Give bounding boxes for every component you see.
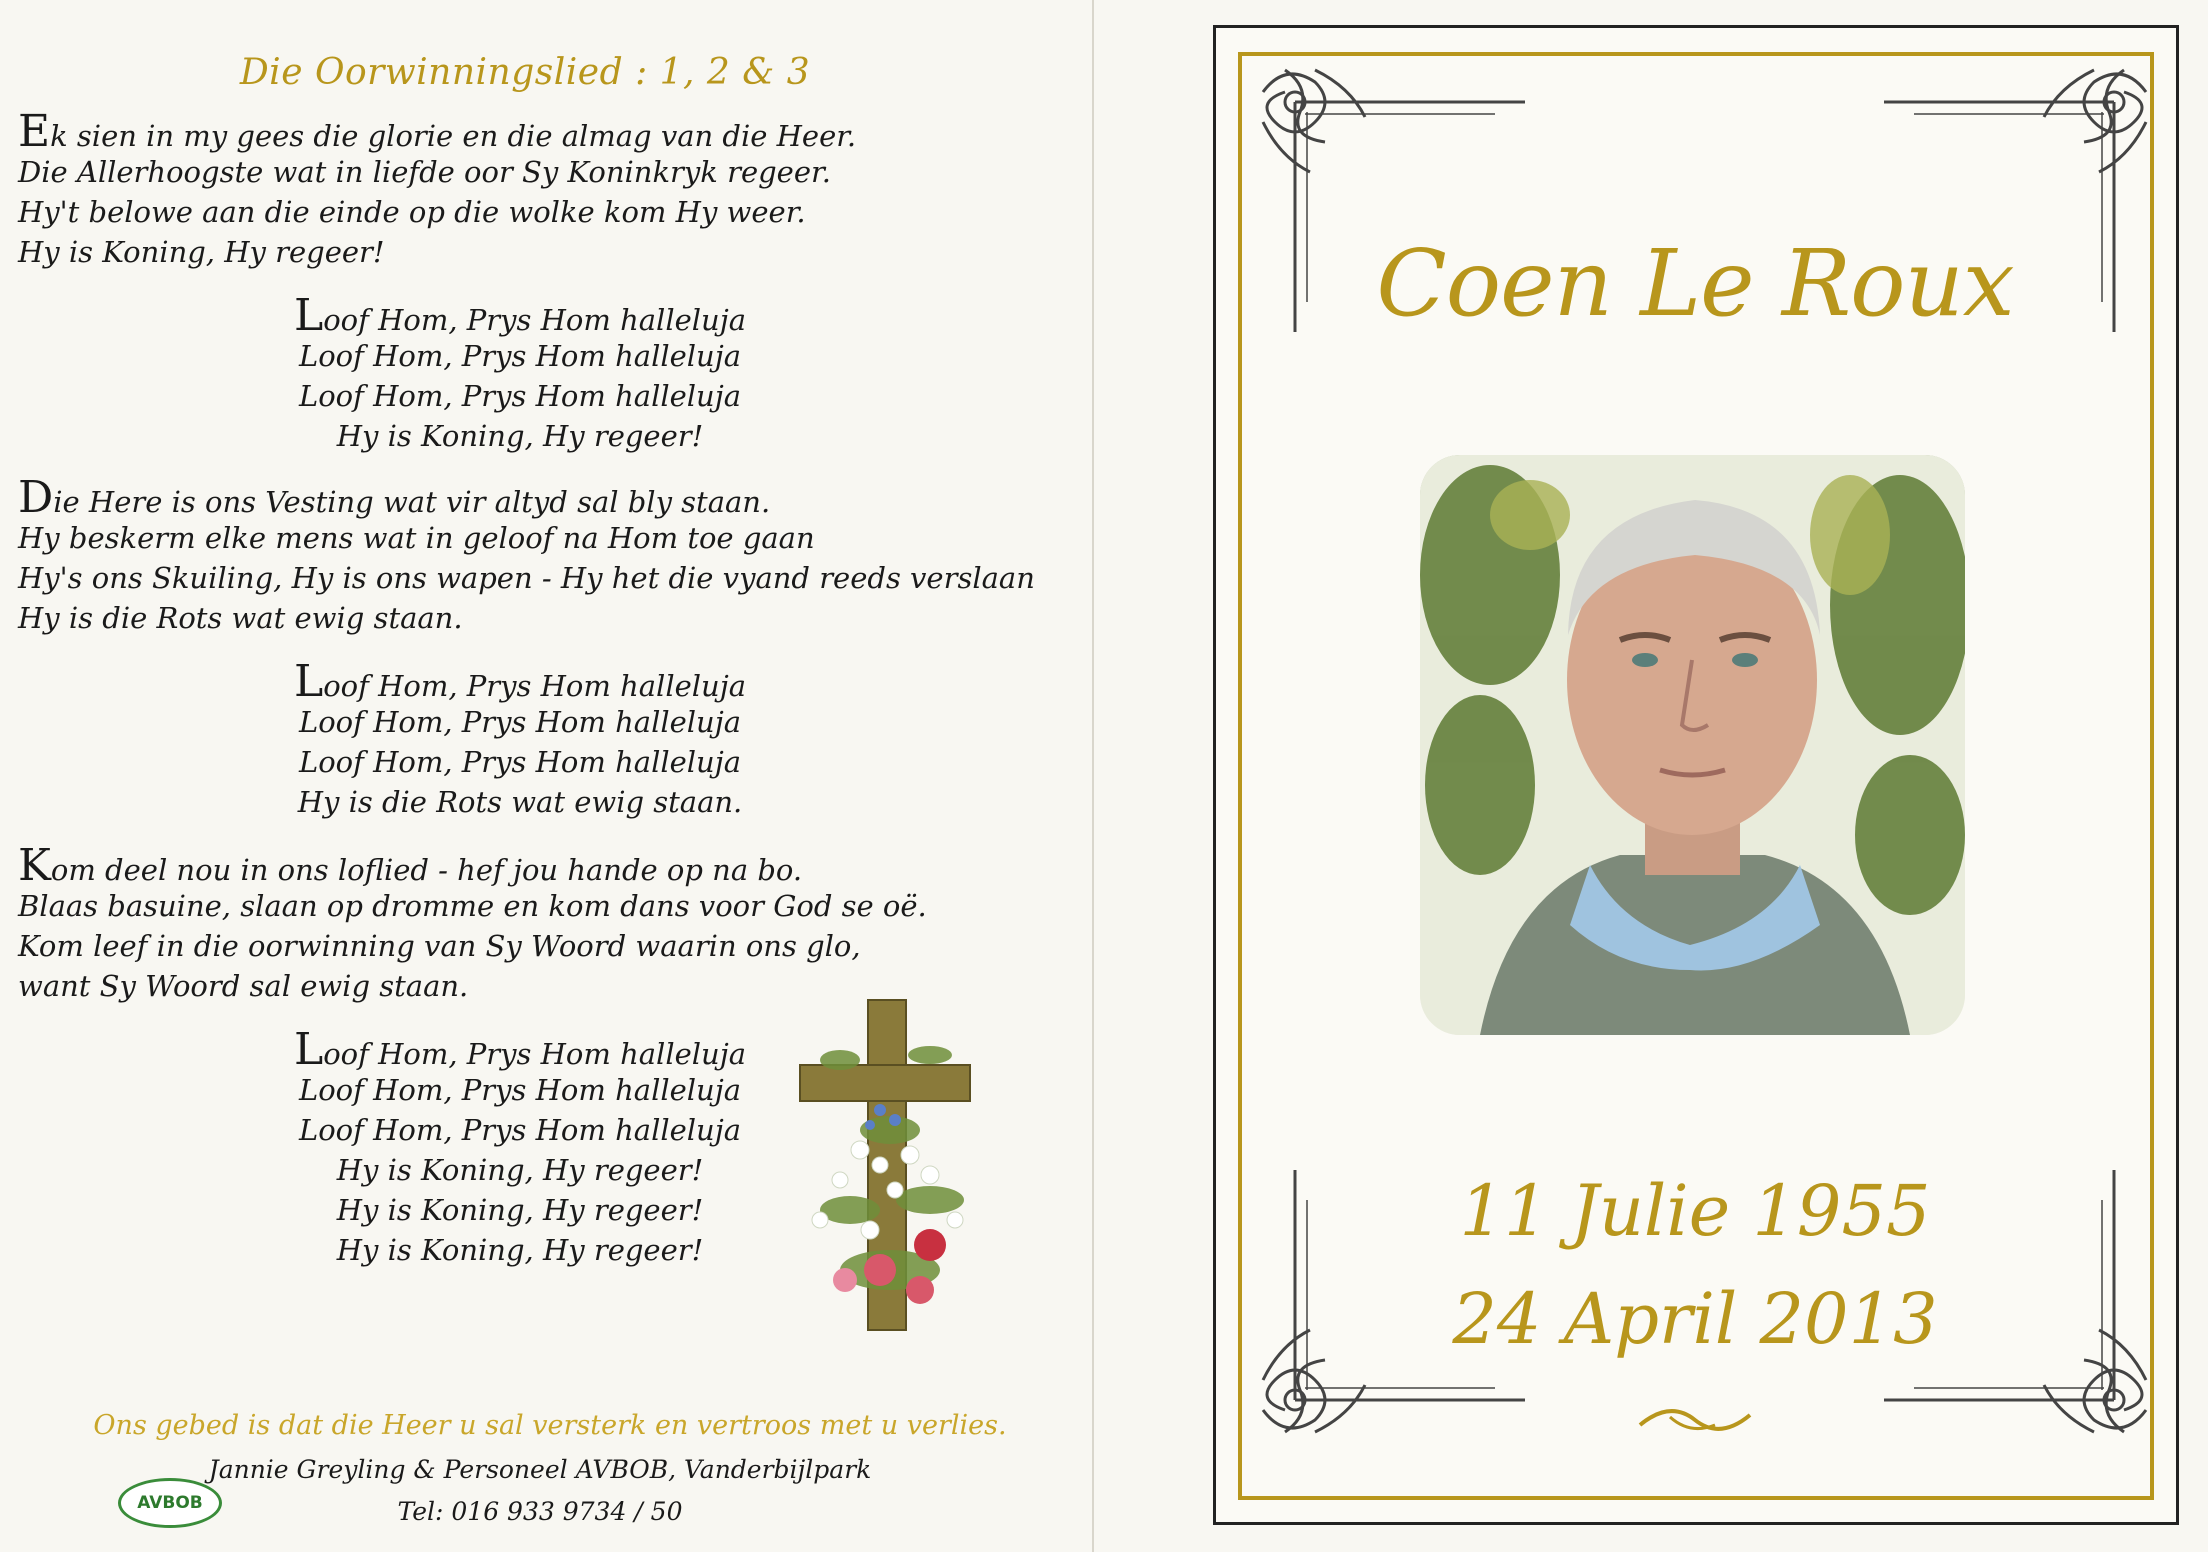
floral-cross-illustration [780, 990, 1000, 1350]
verse-line: Hy is die Rots wat ewig staan. [18, 601, 463, 635]
prayer-text: Ons gebed is dat die Heer u sal versterk en vertroos met u verlies. [93, 1410, 1007, 1441]
deceased-name: Coen Le Roux [1376, 230, 2014, 337]
verse-1 [18, 106, 1058, 272]
chorus-2 [220, 656, 820, 822]
phone-number: Tel: 016 933 9734 / 50 [397, 1497, 683, 1526]
verse-line: Die Allerhoogste wat in liefde oor Sy Koninkryk regeer. [18, 155, 831, 189]
flourish-ornament-icon [1630, 1395, 1760, 1445]
chorus-line: Hy is die Rots wat ewig staan. [297, 785, 743, 819]
verse-3 [18, 840, 1058, 1006]
chorus-line: Loof Hom, Prys Hom halleluja [293, 656, 746, 707]
chorus-line: Hy is Koning, Hy regeer! [336, 1233, 704, 1267]
chorus-line: Loof Hom, Prys Hom halleluja [293, 290, 746, 341]
chorus-3 [220, 1024, 820, 1270]
verse-line: Kom leef in die oorwinning van Sy Woord waarin ons glo, [18, 929, 861, 963]
chorus-line: Loof Hom, Prys Hom halleluja [298, 339, 742, 373]
verse-2 [18, 472, 1058, 638]
avbob-logo: AVBOB [118, 1478, 222, 1528]
portrait-photo [1420, 455, 1965, 1035]
chorus-1 [220, 290, 820, 456]
chorus-line: Loof Hom, Prys Hom halleluja [293, 1024, 746, 1075]
verse-line: Hy't belowe aan die einde op die wolke kom Hy weer. [18, 195, 806, 229]
chorus-line: Loof Hom, Prys Hom halleluja [298, 745, 742, 779]
verse-line: Ek sien in my gees die glorie en die almag van die Heer. [18, 106, 857, 157]
birth-date: 11 Julie 1955 [1459, 1170, 1931, 1252]
chorus-line: Loof Hom, Prys Hom halleluja [298, 1113, 742, 1147]
chorus-line: Hy is Koning, Hy regeer! [336, 1193, 704, 1227]
chorus-line: Hy is Koning, Hy regeer! [336, 1153, 704, 1187]
hymn-page [0, 0, 1090, 1552]
chorus-line: Loof Hom, Prys Hom halleluja [298, 379, 742, 413]
hymn-title: Die Oorwinningslied : 1, 2 & 3 [239, 52, 811, 93]
verse-line: Hy is Koning, Hy regeer! [18, 235, 385, 269]
verse-line: Die Here is ons Vesting wat vir altyd sal bly staan. [18, 472, 771, 523]
verse-line: Kom deel nou in ons loflied - hef jou hande op na bo. [18, 840, 803, 891]
chorus-line: Loof Hom, Prys Hom halleluja [298, 1073, 742, 1107]
verse-line: Hy's ons Skuiling, Hy is ons wapen - Hy het die vyand reeds verslaan [18, 561, 1035, 595]
fold-line [1092, 0, 1094, 1552]
verse-line: want Sy Woord sal ewig staan. [18, 969, 469, 1003]
verse-line: Blaas basuine, slaan op dromme en kom dans voor God se oë. [18, 889, 927, 923]
chorus-line: Hy is Koning, Hy regeer! [336, 419, 704, 453]
verse-line: Hy beskerm elke mens wat in geloof na Hom toe gaan [18, 521, 815, 555]
undertaker-credit: Jannie Greyling & Personeel AVBOB, Vanderbijlpark [208, 1455, 872, 1484]
chorus-line: Loof Hom, Prys Hom halleluja [298, 705, 742, 739]
death-date: 24 April 2013 [1452, 1278, 1938, 1360]
